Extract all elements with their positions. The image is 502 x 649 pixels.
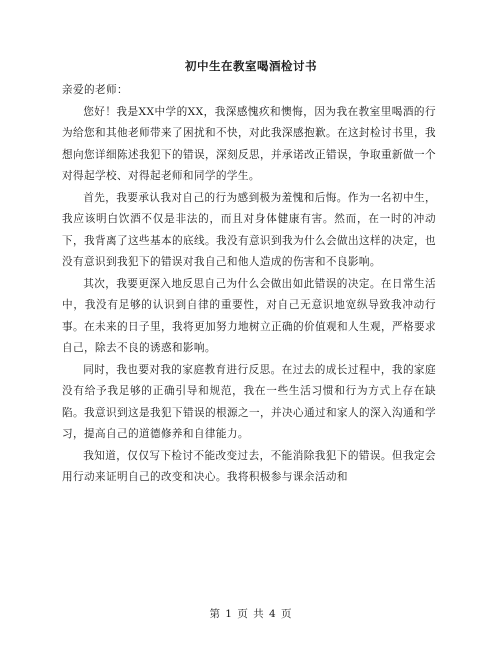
salutation: 亲爱的老师： bbox=[62, 84, 128, 96]
paragraph: 首先，我要承认我对自己的行为感到极为羞愧和后悔。作为一名初中生，我应该明白饮酒不仅是非法的，而且对身体健康有害。然而，在一时的冲动下，我背离了这些基本的底线。我没有意识到我为什么会做出这样的决定，也没有意识到我犯下的错误对我自己和他人造成的伤害和不良影响。 bbox=[62, 191, 436, 268]
paragraph: 我知道，仅仅写下检讨不能改变过去，不能消除我犯下的错误。但我定会用行动来证明自己的改变和决心。我将积极参与课余活动和 bbox=[62, 449, 436, 483]
document-title: 初中生在教室喝酒检讨书 bbox=[185, 59, 317, 73]
paragraph: 其次，我要更深入地反思自己为什么会做出如此错误的决定。在日常生活中，我没有足够的认识到自律的重要性，对自己无意识地宽纵导致我冲动行事。在未来的日子里，我将更加努力地树立正确的价值观和人生观，严格要求自己，除去不良的诱惑和影响。 bbox=[62, 277, 436, 354]
page-number-footer: 第 1 页 共 4 页 bbox=[209, 608, 293, 620]
document-body bbox=[62, 80, 436, 489]
paragraph: 同时，我也要对我的家庭教育进行反思。在过去的成长过程中，我的家庭没有给予我足够的正确引导和规范，我在一些生活习惯和行为方式上存在缺陷。我意识到这是我犯下错误的根源之一，并决心通过和家人的深入沟通和学习，提高自己的道德修养和自律能力。 bbox=[62, 363, 436, 440]
paragraph: 您好！我是XX中学的XX，我深感愧疚和懊悔，因为我在教室里喝酒的行为给您和其他老师带来了困扰和不快，对此我深感抱歉。在这封检讨书里，我想向您详细陈述我犯下的错误，深刻反思，并承诺改正错误，争取重新做一个对得起学校、对得起老师和同学的学生。 bbox=[62, 105, 436, 182]
